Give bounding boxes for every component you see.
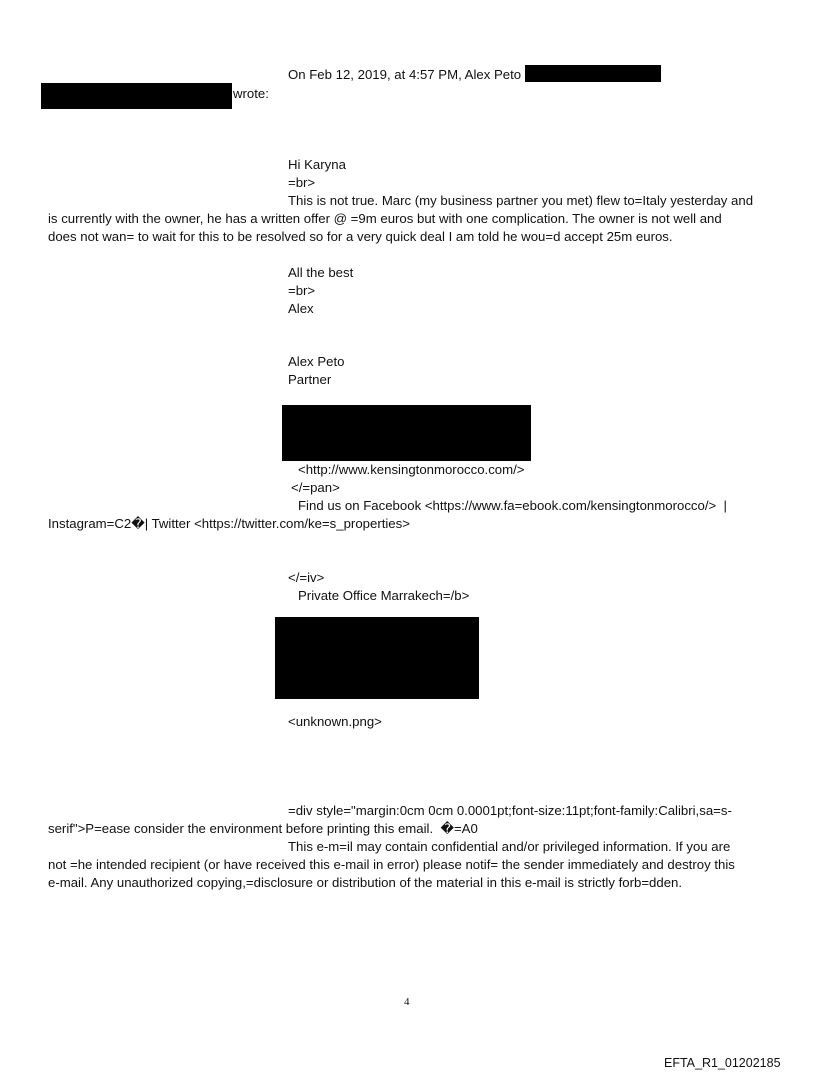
disclaimer-line: e-mail. Any unauthorized copying,=disclosure or distribution of the material in this e-mail is strictly forb=dden. xyxy=(48,875,683,890)
disclaimer-line: not =he intended recipient (or have received this e-mail in error) please notif= the sender immediately and destroy this xyxy=(48,857,735,872)
signature-name: Alex Peto xyxy=(288,354,345,369)
redaction-block xyxy=(282,405,531,461)
html-remnant: </=pan> xyxy=(291,480,340,495)
style-remnant-line: =div style="margin:0cm 0cm 0.0001pt;font-size:11pt;font-family:Calibri,sa=s- xyxy=(288,803,732,818)
email-header-line: On Feb 12, 2019, at 4:57 PM, Alex Peto xyxy=(288,67,522,82)
email-br: =br> xyxy=(288,283,316,298)
email-header-wrote: wrote: xyxy=(233,86,269,101)
redaction-block xyxy=(275,617,479,699)
email-signoff: All the best xyxy=(288,265,354,280)
redaction-block xyxy=(41,83,232,109)
disclaimer-line: This e-m=il may contain confidential and/or privileged information. If you are xyxy=(288,839,731,854)
redaction-block xyxy=(525,65,661,82)
website-link[interactable]: <http://www.kensingtonmorocco.com/> xyxy=(298,462,525,477)
social-links-line[interactable]: Instagram=C2�| Twitter <https://twitter.com/ke=s_properties> xyxy=(48,516,410,531)
email-body-line: does not wan= to wait for this to be resolved so for a very quick deal I am told he wou=d accept 25m euros. xyxy=(48,229,673,244)
email-br: =br> xyxy=(288,175,316,190)
signature-title: Partner xyxy=(288,372,332,387)
office-label: Private Office Marrakech=/b> xyxy=(298,588,470,603)
email-body-line: is currently with the owner, he has a written offer @ =9m euros but with one complication. The owner is not well and xyxy=(48,211,722,226)
html-remnant: </=iv> xyxy=(288,570,325,585)
image-placeholder: <unknown.png> xyxy=(288,714,382,729)
page-number: 4 xyxy=(404,996,410,1008)
email-greeting: Hi Karyna xyxy=(288,157,346,172)
social-links-line[interactable]: Find us on Facebook <https://www.fa=ebook.com/kensingtonmorocco/> | xyxy=(298,498,727,513)
email-body-line: This is not true. Marc (my business partner you met) flew to=Italy yesterday and xyxy=(288,193,754,208)
document-id: EFTA_R1_01202185 xyxy=(664,1056,781,1070)
environment-note: serif">P=ease consider the environment before printing this email. �=A0 xyxy=(48,821,478,836)
email-signoff-name: Alex xyxy=(288,301,314,316)
